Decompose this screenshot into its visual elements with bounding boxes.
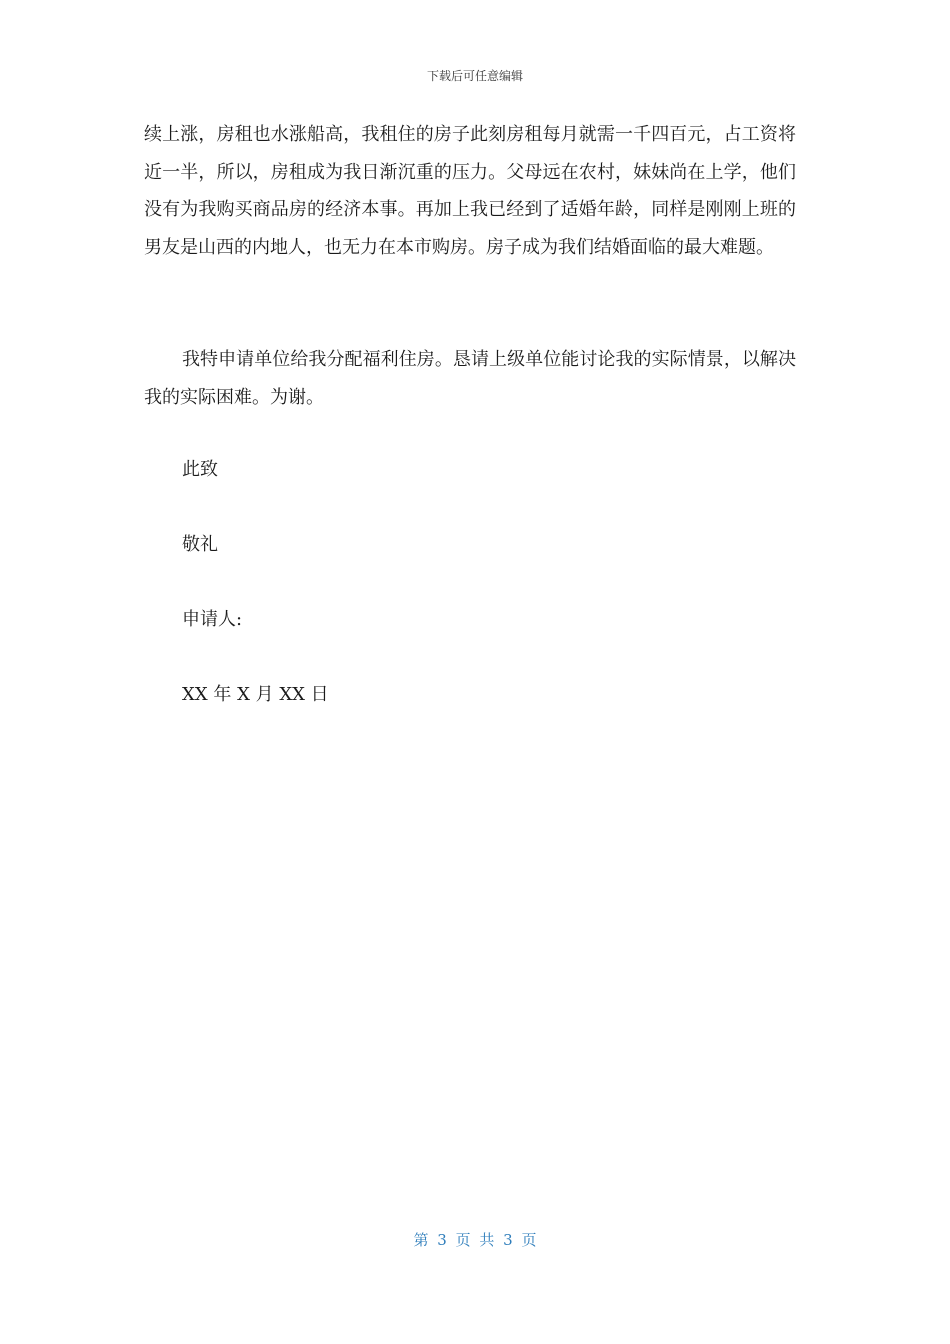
date-line: XX 年 X 月 XX 日 xyxy=(182,684,329,705)
body-paragraph-2: 我特申请单位给我分配福利住房。恳请上级单位能讨论我的实际情景，以解决我的实际困难。为谢。 xyxy=(144,349,796,408)
body-paragraph-1: 续上涨，房租也水涨船高，我租住的房子此刻房租每月就需一千四百元，占工资将近一半，所以，房租成为我日渐沉重的压力。父母远在农村，妹妹尚在上学，他们没有为我购买商品房的经济本事。再加上我已经到了适婚年龄，同样是刚刚上班的男友是山西的内地人，也无力在本市购房。房子成为我们结婚面临的最大难题。 xyxy=(144,124,796,258)
page-header-note: 下载后可任意编辑 xyxy=(426,69,523,83)
closing-respect: 敬礼 xyxy=(182,534,218,555)
closing-salutation: 此致 xyxy=(182,459,218,480)
page-number-footer: 第 3 页 共 3 页 xyxy=(413,1231,537,1249)
applicant-label: 申请人: xyxy=(182,609,243,630)
